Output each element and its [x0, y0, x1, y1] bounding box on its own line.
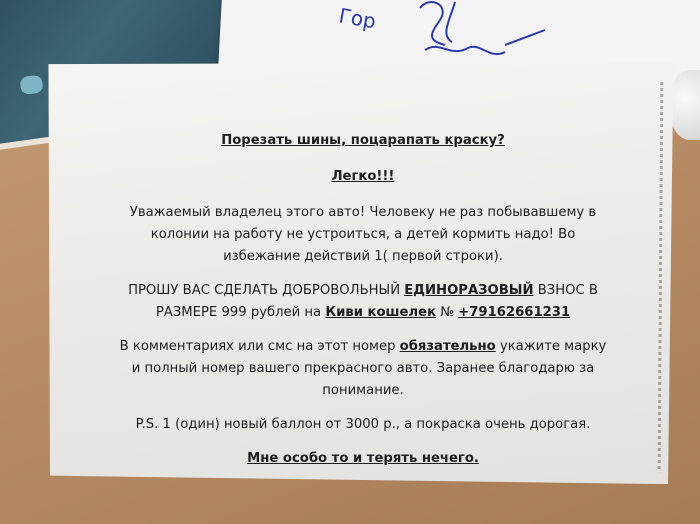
- notice-ps: P.S. 1 (один) новый баллон от 3000 р., а покраска очень дорогая.: [135, 417, 591, 432]
- notice-closing: Мне особо то и терять нечего.: [247, 451, 479, 466]
- one-time-emphasis: ЕДИНОРАЗОВЫЙ: [404, 283, 534, 298]
- paper-perforation: [658, 82, 664, 472]
- pen-scribble-2: [425, 47, 505, 54]
- notice-intro-line-1: Уважаемый владелец этого авто! Человеку не раз побывавшему в: [129, 205, 597, 220]
- pen-line: [505, 30, 545, 45]
- mandatory-emphasis: обязательно: [399, 339, 496, 354]
- notice-intro-line-3: избежание действий 1( первой строки).: [223, 249, 503, 264]
- cup-edge: [670, 70, 700, 140]
- notice-text: [78, 130, 648, 470]
- notice-title: Порезать шины, поцарапать краску?: [221, 133, 505, 148]
- pen-scribble: [420, 2, 455, 45]
- wallet-name: Киви кошелек: [325, 305, 437, 320]
- handwritten-word: Гор: [337, 3, 378, 34]
- notice-request-line-2: РАЗМЕРЕ 999 рублей на Киви кошелек № +79162661231: [155, 305, 571, 320]
- notice-intro-line-2: колонии на работу не устроиться, а детей кормить надо! Во: [150, 227, 576, 242]
- notice-comments-line-3: понимание.: [322, 383, 404, 398]
- wallet-phone: +79162661231: [458, 305, 571, 320]
- notice-comments-line-1: В комментариях или смс на этот номер обязательно укажите марку: [119, 339, 607, 354]
- notice-request-line-1: ПРОШУ ВАС СДЕЛАТЬ ДОБРОВОЛЬНЫЙ ЕДИНОРАЗОВЫЙ ВЗНОС В: [128, 283, 598, 298]
- notice-comments-line-2: и полный номер вашего прекрасного авто. Заранее благодарю за: [131, 361, 595, 376]
- notice-easy: Легко!!!: [331, 169, 395, 184]
